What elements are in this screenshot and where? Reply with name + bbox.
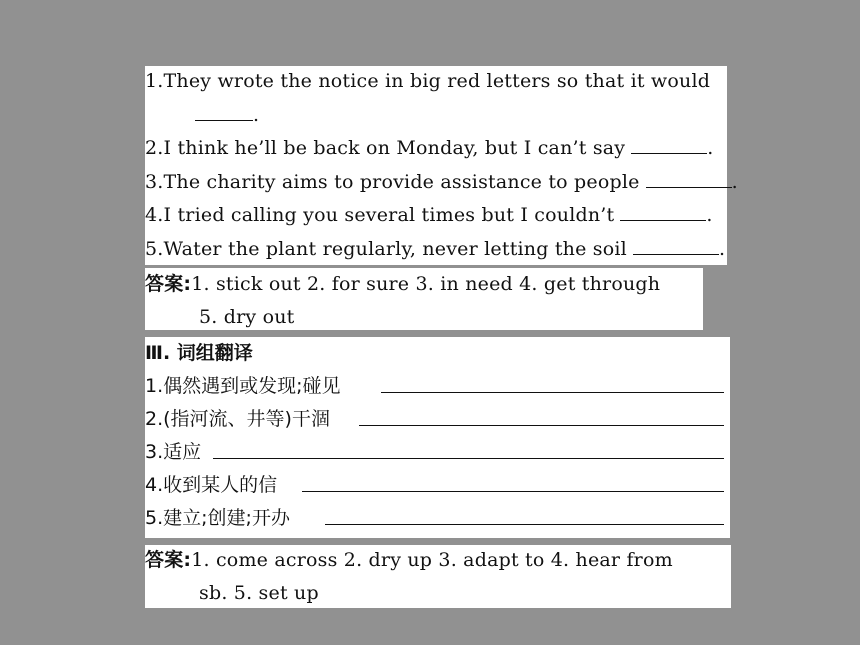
answer-label: 答案: [145,549,192,571]
answer-blank [646,169,732,188]
answer-line [359,405,724,426]
answers-line-1: 答案:1. come across 2. dry up 3. adapt to 4. hear from [145,549,673,571]
answer-line [213,438,724,459]
answer-line [302,471,724,492]
translation-panel [145,337,730,538]
question-5: 5.Water the plant regularly, never letting the soil . [145,238,726,260]
answers-panel-2 [145,545,731,608]
question-3: 3.The charity aims to provide assistance to people . [145,171,738,193]
answers-line-2: sb. 5. set up [199,582,319,604]
answers-line-1: 答案:1. stick out 2. for sure 3. in need 4. get through [145,273,661,295]
translation-item-5: 5.建立;创建;开办 [145,502,730,534]
answer-blank [633,236,719,255]
question-4: 4.I tried calling you several times but I couldn’t . [145,204,713,226]
translation-item-3: 3.适应 [145,436,730,468]
question-2: 2.I think he’ll be back on Monday, but I can’t say . [145,137,714,159]
answer-label: 答案: [145,273,192,295]
answers-line-2: 5. dry out [199,306,295,328]
translation-item-4: 4.收到某人的信 [145,469,730,501]
questions-panel [145,66,738,265]
answers-panel-1 [145,268,703,330]
section-heading: Ⅲ. 词组翻译 [145,342,253,364]
answer-blank [620,202,706,221]
answer-blank [631,135,707,154]
answer-line [381,372,724,393]
question-1: 1.They wrote the notice in big red letters so that it would [145,70,711,92]
question-1-blank-line: . [145,100,259,130]
translation-item-2: 2.(指河流、井等)干涸 [145,403,730,435]
answer-line [325,504,724,525]
translation-item-1: 1.偶然遇到或发现;碰见 [145,370,730,402]
answer-blank [195,102,253,121]
